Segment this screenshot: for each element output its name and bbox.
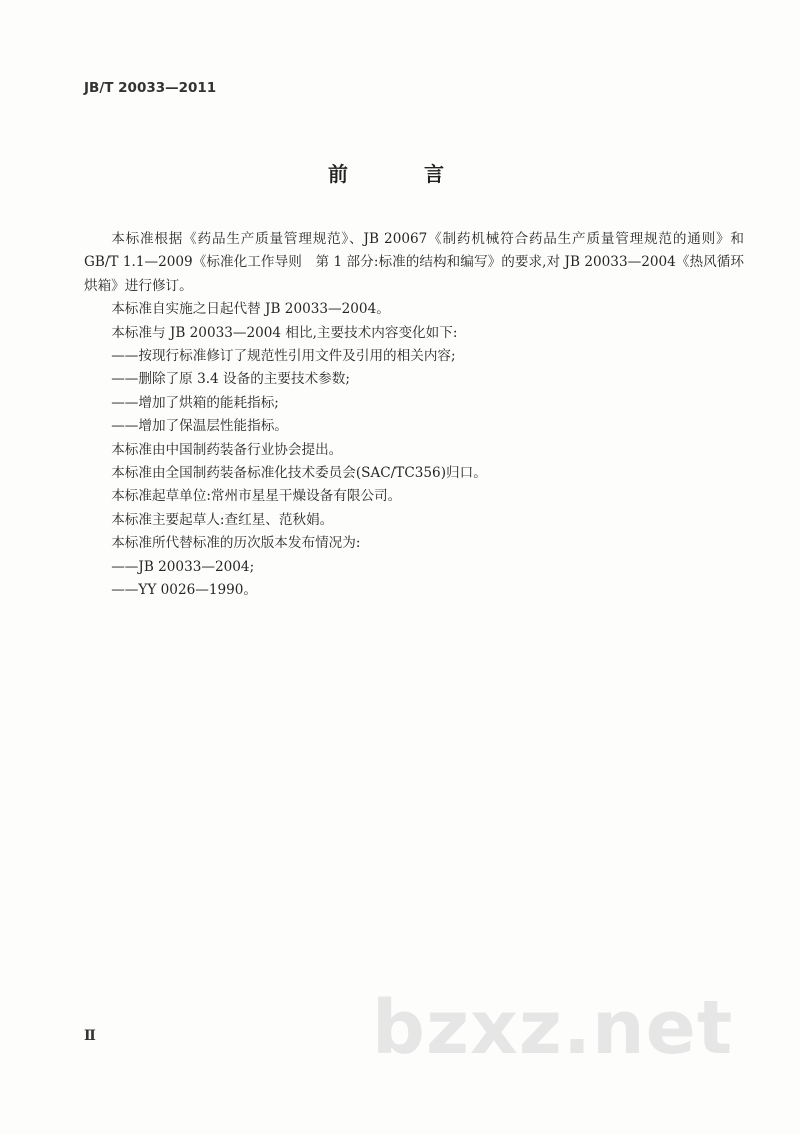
change-item: ——删除了原 3.4 设备的主要技术参数; — [111, 371, 350, 388]
paragraph-drafters: 本标准主要起草人:查红星、范秋娟。 — [111, 511, 334, 528]
paragraph-proposed-by: 本标准由中国制药装备行业协会提出。 — [111, 441, 343, 458]
paragraph-changes-intro: 本标准与 JB 20033—2004 相比,主要技术内容变化如下: — [111, 324, 458, 341]
paragraph-basis: 本标准根据《药品生产质量管理规范》、JB 20067《制药机械符合药品生产质量管理规范的通则》和 GB/T 1.1—2009《标准化工作导则 第 1 部分:标准的结构和编写》的要求,对 JB 20033—2004《热风循环烘箱》进行修订。 — [84, 231, 744, 294]
page-number: Ⅱ — [84, 1028, 96, 1044]
page-title: 前 言 — [328, 162, 472, 186]
change-item: ——增加了烘箱的能耗指标; — [111, 394, 279, 411]
document-code: JB/T 20033—2011 — [84, 80, 217, 96]
document-body — [84, 228, 744, 603]
history-item: ——JB 20033—2004; — [111, 558, 255, 575]
history-item: ——YY 0026—1990。 — [111, 582, 258, 599]
change-item: ——增加了保温层性能指标。 — [111, 418, 288, 435]
paragraph-drafting-unit: 本标准起草单位:常州市星星干燥设备有限公司。 — [111, 488, 402, 505]
paragraph-replaces: 本标准自实施之日起代替 JB 20033—2004。 — [111, 301, 390, 318]
paragraph-centralized-by: 本标准由全国制药装备标准化技术委员会(SAC/TC356)归口。 — [111, 465, 487, 482]
paragraph-history-intro: 本标准所代替标准的历次版本发布情况为: — [111, 535, 361, 552]
watermark: bzxz.net — [372, 985, 734, 1071]
change-item: ——按现行标准修订了规范性引用文件及引用的相关内容; — [111, 348, 456, 365]
